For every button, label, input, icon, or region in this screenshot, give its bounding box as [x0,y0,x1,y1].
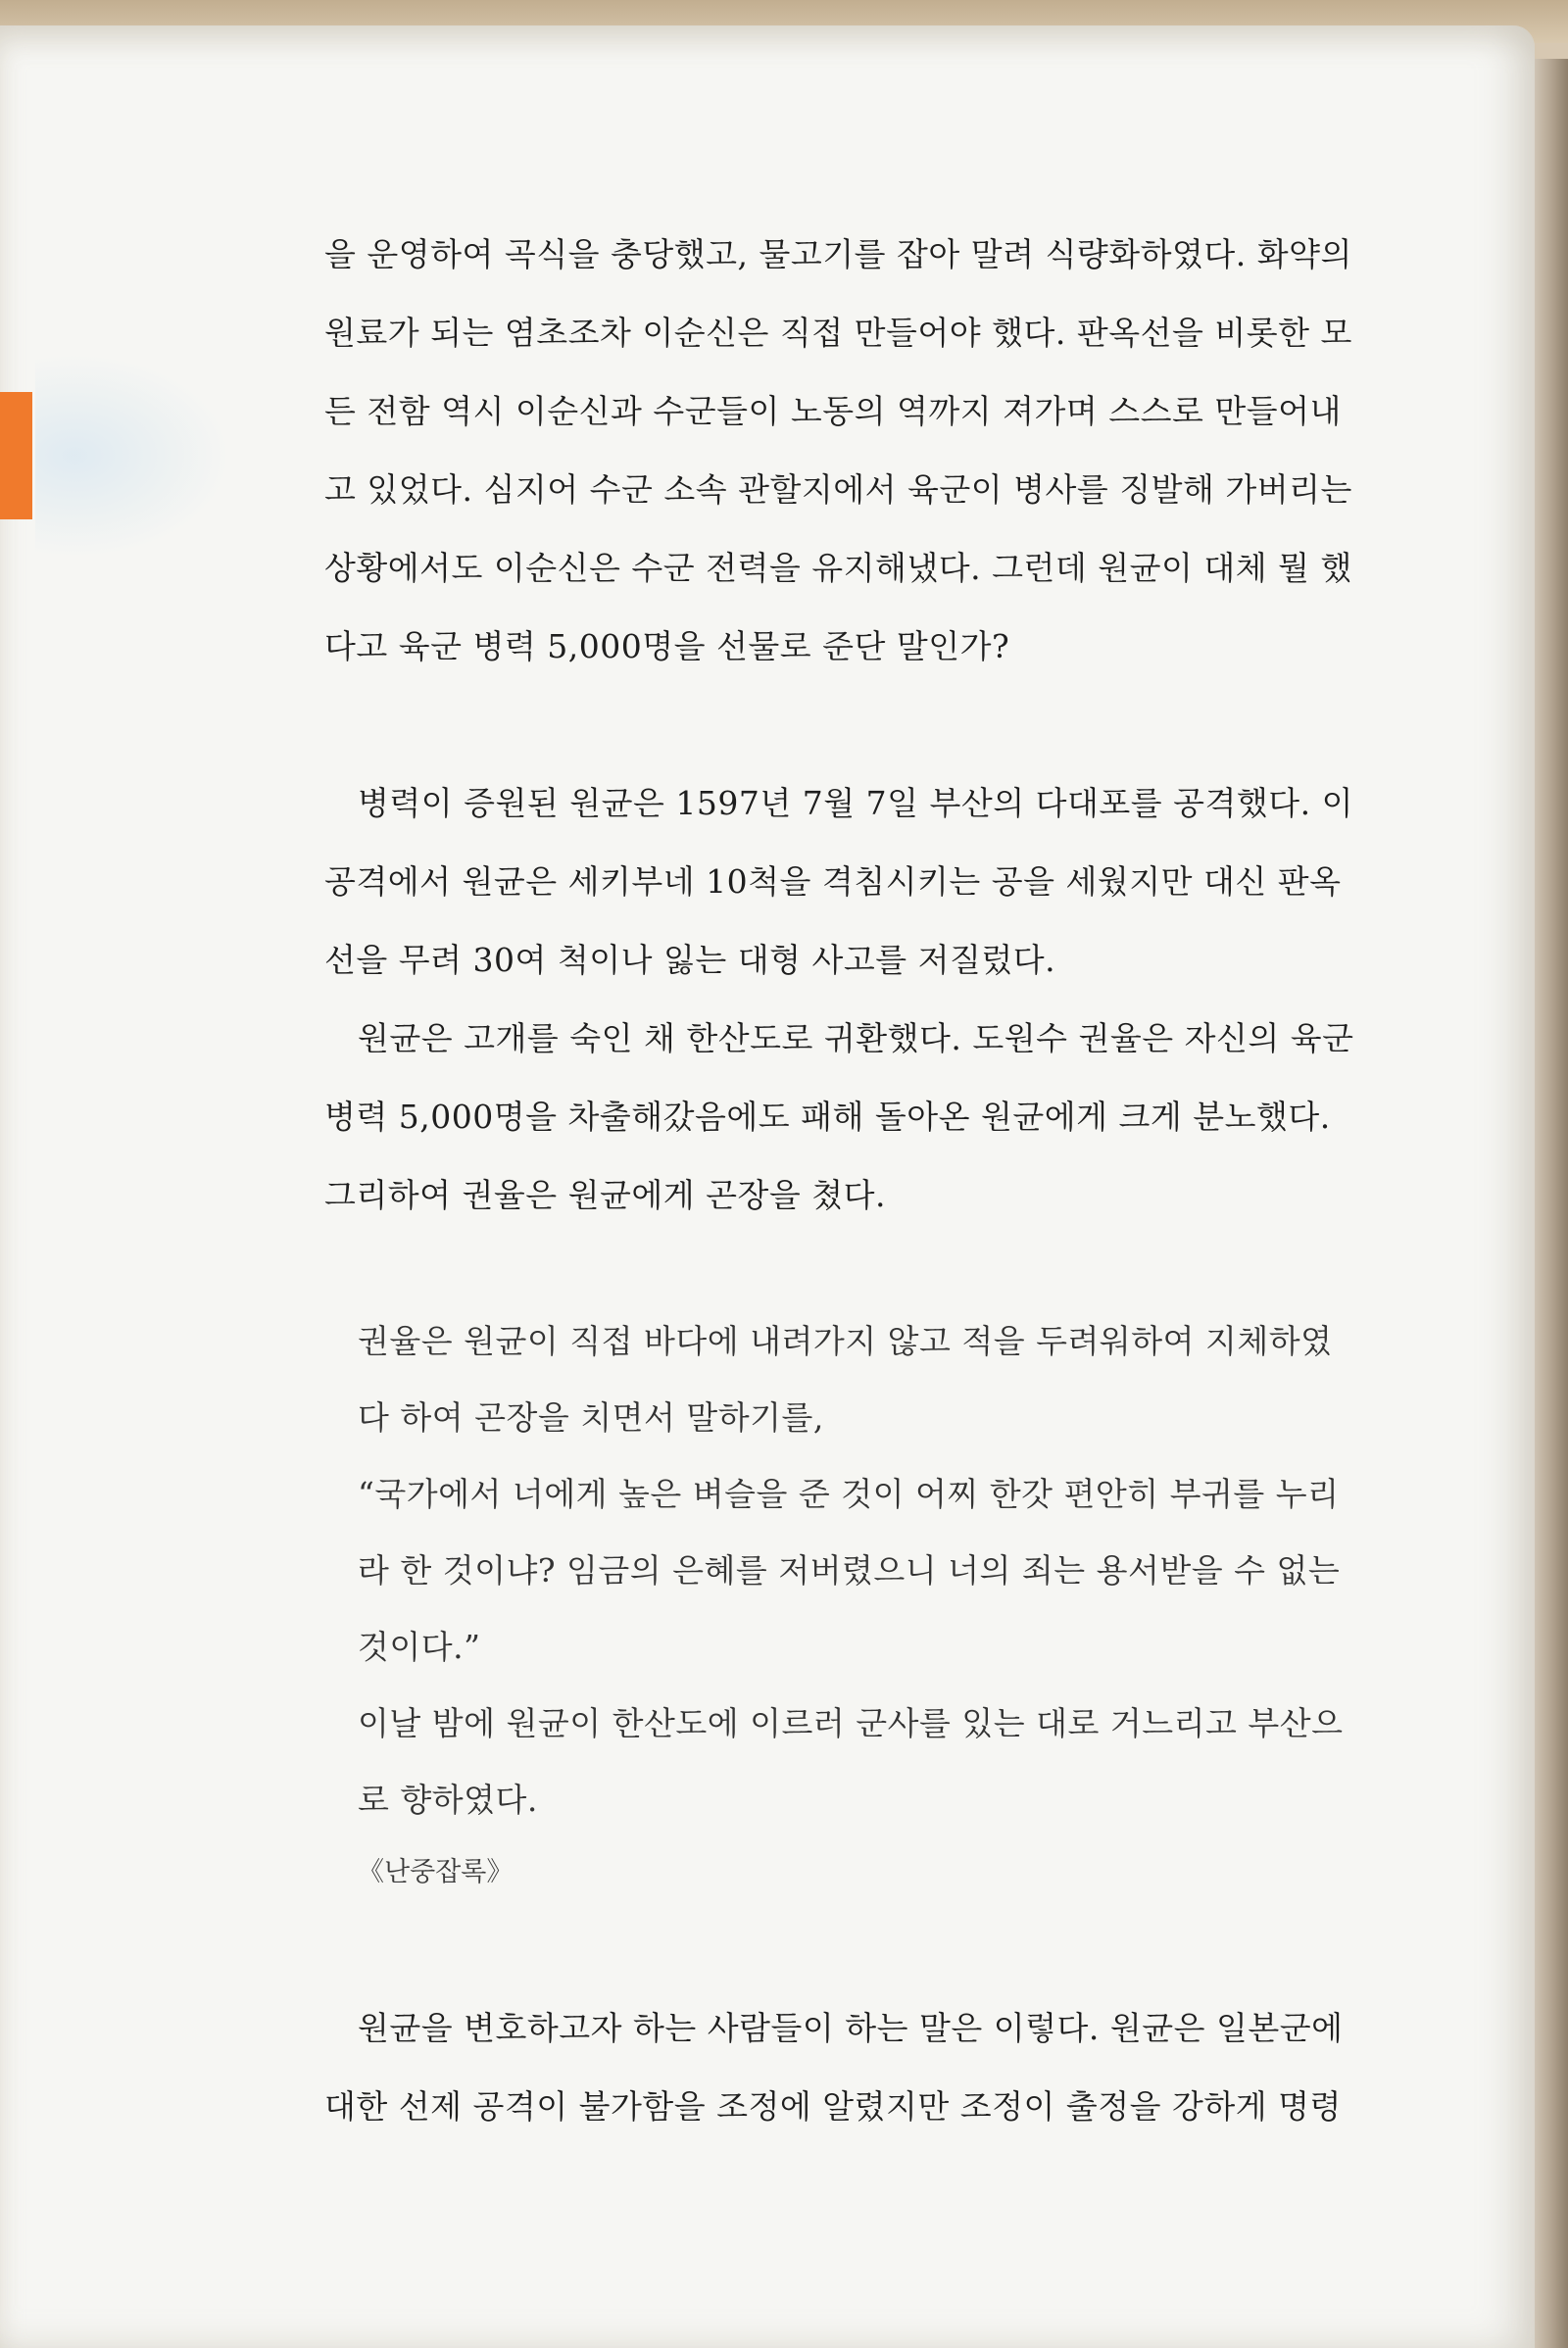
quote-block [358,1303,1344,1838]
paragraph-2 [324,764,1353,1000]
text-line: 든 전함 역시 이순신과 수군들이 노동의 역까지 져가며 스스로 만들어내 [324,392,1342,430]
paragraph-1 [324,216,1352,686]
text-line: 그리하여 권율은 원균에게 곤장을 쳤다. [324,1176,886,1214]
text-line: 원료가 되는 염초조차 이순신은 직접 만들어야 했다. 판옥선을 비롯한 모 [324,314,1352,352]
text-line: 병력 5,000명을 차출해갔음에도 패해 돌아온 원균에게 크게 분노했다. [324,1098,1331,1136]
text-line: 공격에서 원균은 세키부네 10척을 격침시키는 공을 세웠지만 대신 판옥 [324,862,1342,901]
text-line: 대한 선제 공격이 불가함을 조정에 알렸지만 조정이 출정을 강하게 명령 [324,2087,1342,2126]
text-line: 다고 육군 병력 5,000명을 선물로 준단 말인가? [324,627,1010,665]
text-line: 상황에서도 이순신은 수군 전력을 유지해냈다. 그런데 원균이 대체 뭘 했 [324,549,1352,587]
text-line: 고 있었다. 심지어 수군 소속 관할지에서 육군이 병사를 징발해 가버리는 [324,470,1352,509]
text-line: 원균을 변호하고자 하는 사람들이 하는 말은 이렇다. 원균은 일본군에 [358,2009,1344,2047]
chapter-tab-marker [0,392,32,519]
quote-line: 라 한 것이냐? 임금의 은혜를 저버렸으니 너의 죄는 용서받을 수 없는 [358,1551,1341,1590]
page-stack-edge [1535,59,1568,2348]
quote-line: “국가에서 너에게 높은 벼슬을 준 것이 어찌 한갓 편안히 부귀를 누리 [358,1475,1340,1513]
text-line: 선을 무려 30여 척이나 잃는 대형 사고를 저질렀다. [324,941,1056,979]
quote-line: 것이다.” [358,1628,481,1666]
paragraph-4 [324,1989,1344,2146]
quote-line: 로 향하였다. [358,1781,538,1819]
quote-line: 이날 밤에 원균이 한산도에 이르러 군사를 있는 대로 거느리고 부산으 [358,1704,1344,1742]
quote-source: 《난중잡록》 [358,1857,514,1887]
text-line: 원균은 고개를 숙인 채 한산도로 귀환했다. 도원수 권율은 자신의 육군 [358,1019,1354,1057]
paragraph-3 [324,1000,1353,1235]
quote-line: 다 하여 곤장을 치면서 말하기를, [358,1398,824,1437]
text-line: 을 운영하여 곡식을 충당했고, 물고기를 잡아 말려 식량화하였다. 화약의 [324,235,1352,273]
quote-line: 권율은 원균이 직접 바다에 내려가지 않고 적을 두려워하여 지체하였 [358,1322,1333,1360]
text-line: 병력이 증원된 원균은 1597년 7월 7일 부산의 다대포를 공격했다. 이 [358,784,1353,822]
page-stain [35,353,231,559]
